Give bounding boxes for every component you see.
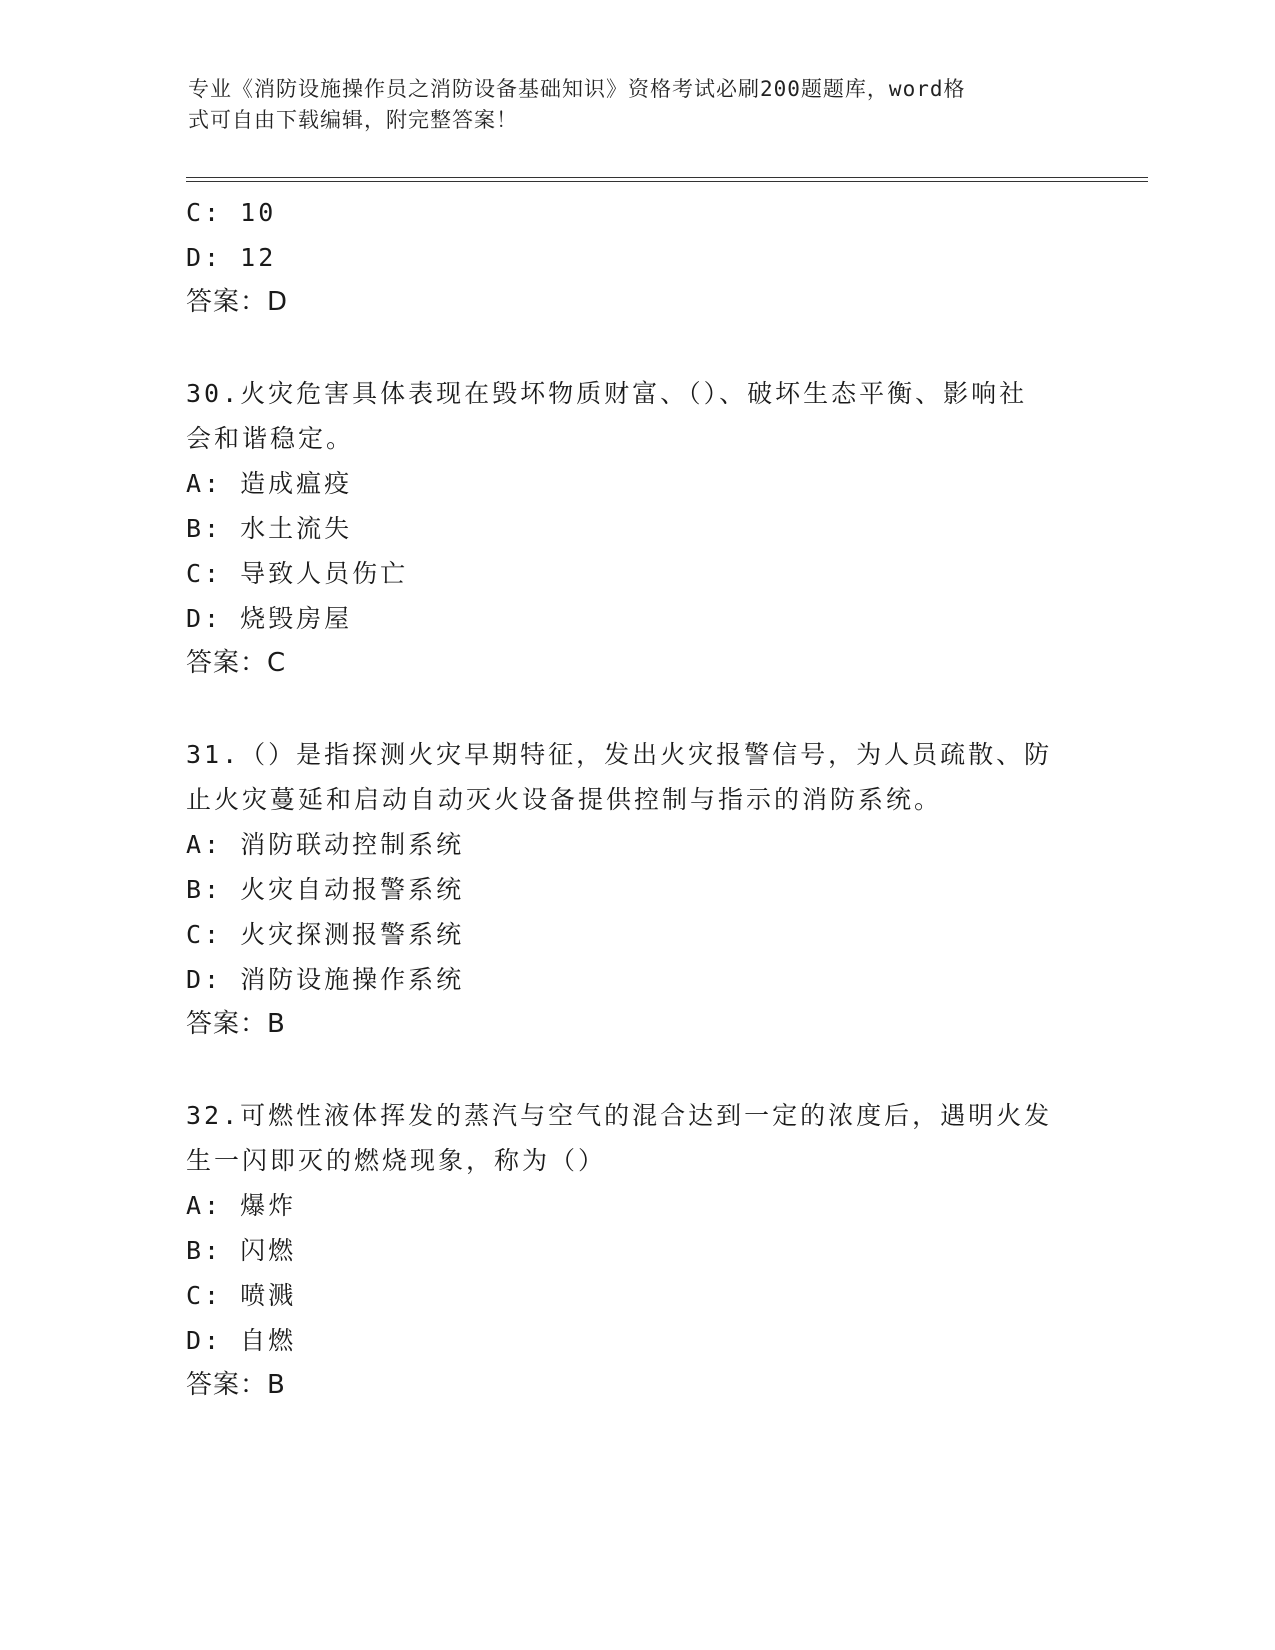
- option-text: 水土流失: [240, 514, 353, 543]
- question-block-32: [186, 1093, 1086, 1408]
- option-label: B:: [186, 1236, 223, 1265]
- option-text: 导致人员伤亡: [240, 559, 409, 588]
- question-stem: 会和谐稳定。: [186, 424, 355, 453]
- option-d: [186, 957, 1086, 1002]
- option-text: 火灾自动报警系统: [240, 875, 465, 904]
- option-label: B:: [186, 875, 223, 904]
- option-text: 消防联动控制系统: [240, 830, 465, 859]
- question-stem: 止火灾蔓延和启动自动灭火设备提供控制与指示的消防系统。: [186, 785, 943, 814]
- option-c: [186, 912, 1086, 957]
- question-stem: 30.火灾危害具体表现在毁坏物质财富、（）、破坏生态平衡、影响社: [186, 379, 1028, 408]
- option-label: C:: [186, 559, 223, 588]
- option-text: 火灾探测报警系统: [240, 920, 465, 949]
- header-line-2: 式可自由下载编辑，附完整答案！: [188, 108, 518, 132]
- option-label: D:: [186, 1326, 223, 1355]
- answer-text: 答案：D: [186, 287, 289, 317]
- option-b: [186, 506, 1086, 551]
- option-d: [186, 596, 1086, 641]
- option-text: 爆炸: [240, 1191, 297, 1220]
- option-d: [186, 235, 1086, 280]
- answer-text: 答案：C: [186, 648, 287, 678]
- header-line-1: 专业《消防设施操作员之消防设备基础知识》资格考试必刷200题题库，word格: [188, 77, 966, 101]
- option-text: 12: [240, 243, 277, 272]
- option-a: [186, 1183, 1086, 1228]
- option-label: C:: [186, 1281, 223, 1310]
- option-text: 10: [240, 198, 277, 227]
- option-d: [186, 1318, 1086, 1363]
- option-label: C:: [186, 920, 223, 949]
- header-divider-bottom: [186, 181, 1148, 182]
- option-label: B:: [186, 514, 223, 543]
- question-stem: 生一闪即灭的燃烧现象，称为（）: [186, 1146, 607, 1175]
- option-text: 闪燃: [240, 1236, 297, 1265]
- option-a: [186, 822, 1086, 867]
- option-label: A:: [186, 1191, 223, 1220]
- option-a: [186, 461, 1086, 506]
- answer-text: 答案：B: [186, 1009, 286, 1039]
- answer-text: 答案：B: [186, 1370, 286, 1400]
- option-label: D:: [186, 243, 223, 272]
- option-label: A:: [186, 469, 223, 498]
- option-text: 消防设施操作系统: [240, 965, 465, 994]
- option-label: D:: [186, 604, 223, 633]
- question-list: [186, 190, 1086, 1408]
- question-block-29: [186, 190, 1086, 325]
- question-block-31: [186, 732, 1086, 1047]
- option-c: [186, 190, 1086, 235]
- document-header: [188, 74, 1088, 136]
- question-stem: 32.可燃性液体挥发的蒸汽与空气的混合达到一定的浓度后，遇明火发: [186, 1101, 1053, 1130]
- option-b: [186, 1228, 1086, 1273]
- option-label: D:: [186, 965, 223, 994]
- option-text: 烧毁房屋: [240, 604, 353, 633]
- option-text: 自燃: [240, 1326, 297, 1355]
- header-divider-top: [186, 177, 1148, 178]
- option-label: C:: [186, 198, 223, 227]
- question-stem: 31.（）是指探测火灾早期特征，发出火灾报警信号，为人员疏散、防: [186, 740, 1053, 769]
- option-b: [186, 867, 1086, 912]
- option-text: 喷溅: [240, 1281, 297, 1310]
- option-c: [186, 551, 1086, 596]
- option-c: [186, 1273, 1086, 1318]
- question-block-30: [186, 371, 1086, 686]
- option-label: A:: [186, 830, 223, 859]
- option-text: 造成瘟疫: [240, 469, 353, 498]
